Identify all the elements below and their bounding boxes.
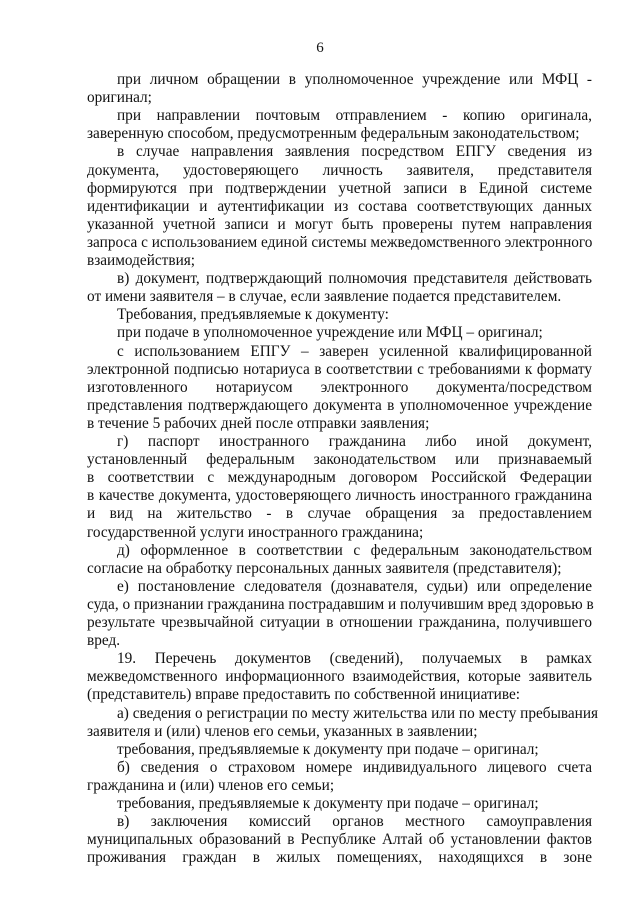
text-line: б) сведения о страховом номере индивидуального лицевого счета: [117, 758, 592, 776]
page-number: 6: [316, 40, 324, 56]
text-line: требования, предъявляемые к документу при подаче – оригинал;: [117, 740, 539, 758]
text-line: оригинал;: [87, 89, 152, 107]
text-line: требования, предъявляемые к документу при подаче – оригинал;: [117, 795, 539, 812]
text-line: проживания граждан в жилых помещениях, находящихся в зоне: [87, 849, 592, 867]
text-line: вред.: [87, 632, 121, 650]
text-line: межведомственного информационного взаимодействия, которые заявитель: [87, 668, 592, 686]
text-line: гражданина и (или) членов его семьи;: [87, 776, 335, 794]
text-line: изготовленного нотариусом электронного документа/посредством: [87, 378, 592, 396]
text-line: муниципальных образований в Республике Алтай об установлении фактов: [87, 831, 592, 849]
text-line: при подаче в уполномоченное учреждение или МФЦ – оригинал;: [117, 324, 543, 342]
text-line: идентификации и аутентификации из состава соответствующих данных: [87, 197, 592, 215]
text-line: в случае направления заявления посредством ЕПГУ сведения из: [117, 143, 592, 161]
text-line: с использованием ЕПГУ – заверен усиленной квалифицированной: [117, 342, 592, 360]
text-line: в соответствии с международным договором Российской Федерации: [87, 469, 592, 487]
text-line: д) оформленное в соответствии с федеральным законодательством: [117, 541, 592, 559]
text-line: Требования, предъявляемые к документу:: [117, 306, 389, 324]
text-line: формируются при подтверждении учетной записи в Единой системе: [87, 179, 592, 197]
text-line: представления подтверждающего документа в уполномоченное учреждение: [87, 396, 592, 414]
text-line: а) сведения о регистрации по месту жительства или по месту пребывания: [117, 704, 599, 722]
text-line: при направлении почтовым отправлением - копию оригинала,: [117, 107, 592, 125]
text-line: заявителя и (или) членов его семьи, указанных в заявлении;: [87, 722, 478, 740]
text-line: от имени заявителя – в случае, если заявление подается представителем.: [87, 288, 562, 306]
text-line: документа, удостоверяющего личность заявителя, представителя: [87, 161, 592, 179]
text-line: (представитель) вправе предоставить по собственной инициативе:: [87, 686, 521, 704]
text-line: заверенную способом, предусмотренным федеральным законодательством;: [87, 125, 580, 143]
text-line: установленный федеральным законодательством или признаваемый: [87, 451, 592, 469]
text-line: в) документ, подтверждающий полномочия представителя действовать: [117, 270, 592, 288]
text-line: в) заключения комиссий органов местного самоуправления: [117, 813, 592, 831]
text-line: электронной подписью нотариуса в соответствии с требованиями к формату: [87, 360, 592, 378]
text-line: е) постановление следователя (дознавателя, судьи) или определение: [117, 577, 592, 595]
text-line: в качестве документа, удостоверяющего личность иностранного гражданина: [87, 487, 592, 505]
text-line: результате чрезвычайной ситуации в отношении гражданина, получившего: [87, 614, 592, 631]
text-line: суда, о признании гражданина пострадавшим и получившим вред здоровью в: [87, 595, 594, 613]
text-line: указанной учетной записи и могут быть проверены путем направления: [87, 215, 592, 233]
text-line: взаимодействия;: [87, 252, 196, 269]
text-line: государственной услуги иностранного гражданина;: [87, 523, 424, 541]
text-line: в течение 5 рабочих дней после отправки заявления;: [87, 414, 430, 432]
text-line: 19. Перечень документов (сведений), получаемых в рамках: [117, 650, 592, 668]
text-line: г) паспорт иностранного гражданина либо иной документ,: [117, 433, 592, 450]
text-line: запроса с использованием единой системы межведомственного электронного: [87, 233, 593, 251]
text-line: при личном обращении в уполномоченное учреждение или МФЦ -: [117, 71, 592, 88]
text-line: и вид на жительство - в случае обращения за предоставлением: [87, 505, 592, 523]
text-line: согласие на обработку персональных данных заявителя (представителя);: [87, 559, 562, 577]
